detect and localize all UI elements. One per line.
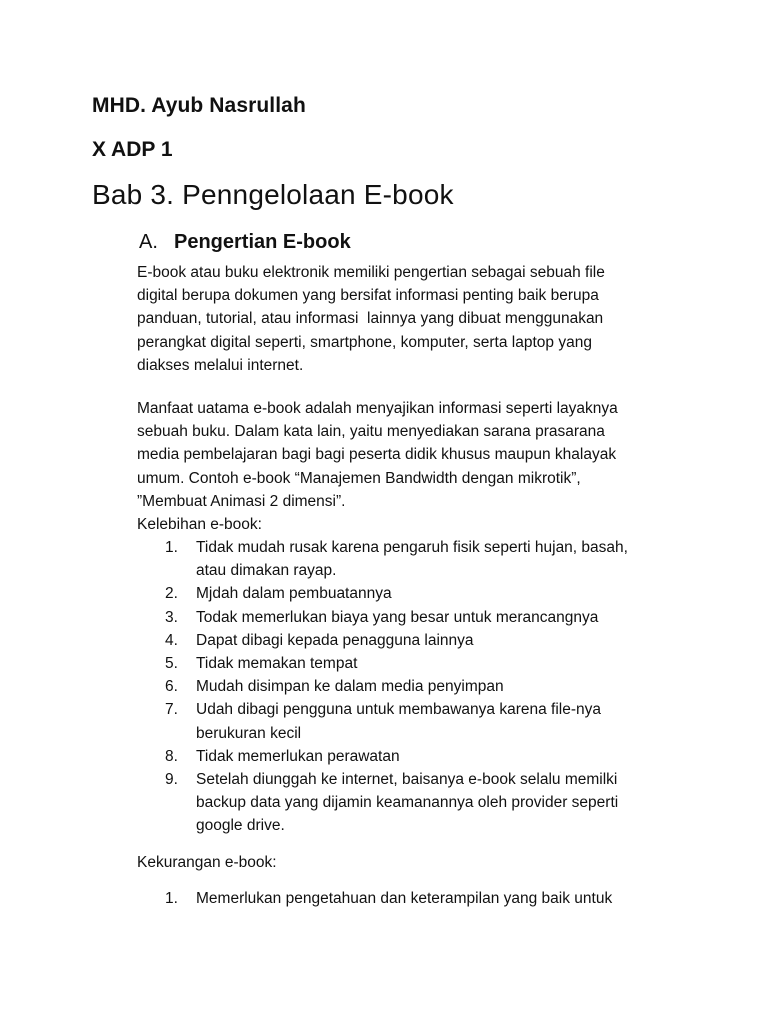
list-number: 8. (165, 747, 178, 765)
list-text (196, 768, 695, 838)
list-line: Tidak memakan tempat (196, 655, 358, 673)
list-item (165, 652, 695, 675)
list-item (165, 698, 695, 744)
list-number: 6. (165, 678, 178, 696)
list-text (196, 745, 695, 768)
list-text (196, 698, 695, 744)
list-number: 1. (165, 890, 178, 907)
list-line: Memerlukan pengetahuan dan keterampilan yang baik untuk (196, 890, 613, 907)
list-item (165, 536, 695, 582)
list-item (165, 745, 695, 768)
paragraph-line: umum. Contoh e-book “Manajemen Bandwidth dengan mikrotik”, (137, 469, 581, 487)
paragraph-line: ”Membuat Animasi 2 dimensi”. (137, 492, 346, 510)
list-text (196, 536, 695, 582)
list-text (196, 675, 695, 698)
list-number: 1. (165, 539, 178, 556)
paragraph-line: media pembelajaran bagi bagi peserta didik khusus maupun khalayak (137, 446, 617, 464)
paragraph-line: sebuah buku. Dalam kata lain, yaitu menyediakan sarana prasarana (137, 423, 605, 441)
paragraph-line: panduan, tutorial, atau informasi lainnya yang dibuat menggunakan (137, 310, 604, 328)
list-line: Udah dibagi pengguna untuk membawanya karena file-nya (196, 701, 601, 719)
disadvantages-list (165, 887, 695, 910)
list-item (165, 768, 695, 838)
list-number: 2. (165, 585, 178, 603)
advantages-label: Kelebihan e-book: (137, 516, 262, 533)
paragraph-definition (137, 261, 697, 377)
class-name: X ADP 1 (92, 138, 173, 161)
list-item (165, 675, 695, 698)
list-line: Mjdah dalam pembuatannya (196, 585, 392, 603)
advantages-list (165, 536, 695, 838)
section-marker: A. (139, 231, 158, 253)
paragraph-line: perangkat digital seperti, smartphone, komputer, serta laptop yang (137, 333, 592, 351)
paragraph-benefits (137, 397, 697, 513)
list-line: Tidak memerlukan perawatan (196, 747, 400, 765)
list-number: 5. (165, 655, 178, 673)
list-item (165, 582, 695, 605)
list-line: Tidak mudah rusak karena pengaruh fisik seperti hujan, basah, (196, 539, 628, 556)
paragraph-line: Manfaat uatama e-book adalah menyajikan informasi seperti layaknya (137, 400, 618, 417)
chapter-title: Bab 3. Penngelolaan E-book (92, 179, 454, 210)
list-text (196, 652, 695, 675)
list-line: Setelah diunggah ke internet, baisanya e-book selalu memilki (196, 771, 618, 789)
section-heading (139, 231, 351, 254)
paragraph-line: digital berupa dokumen yang bersifat informasi penting baik berupa (137, 287, 599, 305)
section-title: Pengertian E-book (174, 231, 351, 253)
list-number: 4. (165, 631, 178, 649)
list-line: Todak memerlukan biaya yang besar untuk merancangnya (196, 608, 599, 626)
paragraph-line: diakses melalui internet. (137, 356, 304, 374)
list-text (196, 887, 612, 910)
list-line: Dapat dibagi kepada penagguna lainnya (196, 631, 474, 649)
list-number: 3. (165, 608, 178, 626)
list-line: backup data yang dijamin keamanannya oleh provider seperti (196, 794, 619, 812)
author-name: MHD. Ayub Nasrullah (92, 94, 306, 117)
paragraph-line: E-book atau buku elektronik memiliki pengertian sebagai sebuah file (137, 264, 605, 281)
list-number: 9. (165, 771, 178, 789)
list-number: 7. (165, 701, 178, 719)
list-line: berukuran kecil (196, 724, 302, 742)
list-item (165, 629, 695, 652)
list-item (165, 606, 695, 629)
list-line: atau dimakan rayap. (196, 562, 337, 580)
disadvantages-label: Kekurangan e-book: (137, 854, 277, 871)
list-line: Mudah disimpan ke dalam media penyimpan (196, 678, 504, 696)
list-item (165, 887, 695, 910)
list-text (196, 629, 695, 652)
list-text (196, 582, 695, 605)
list-text (196, 606, 695, 629)
list-line: google drive. (196, 817, 285, 835)
